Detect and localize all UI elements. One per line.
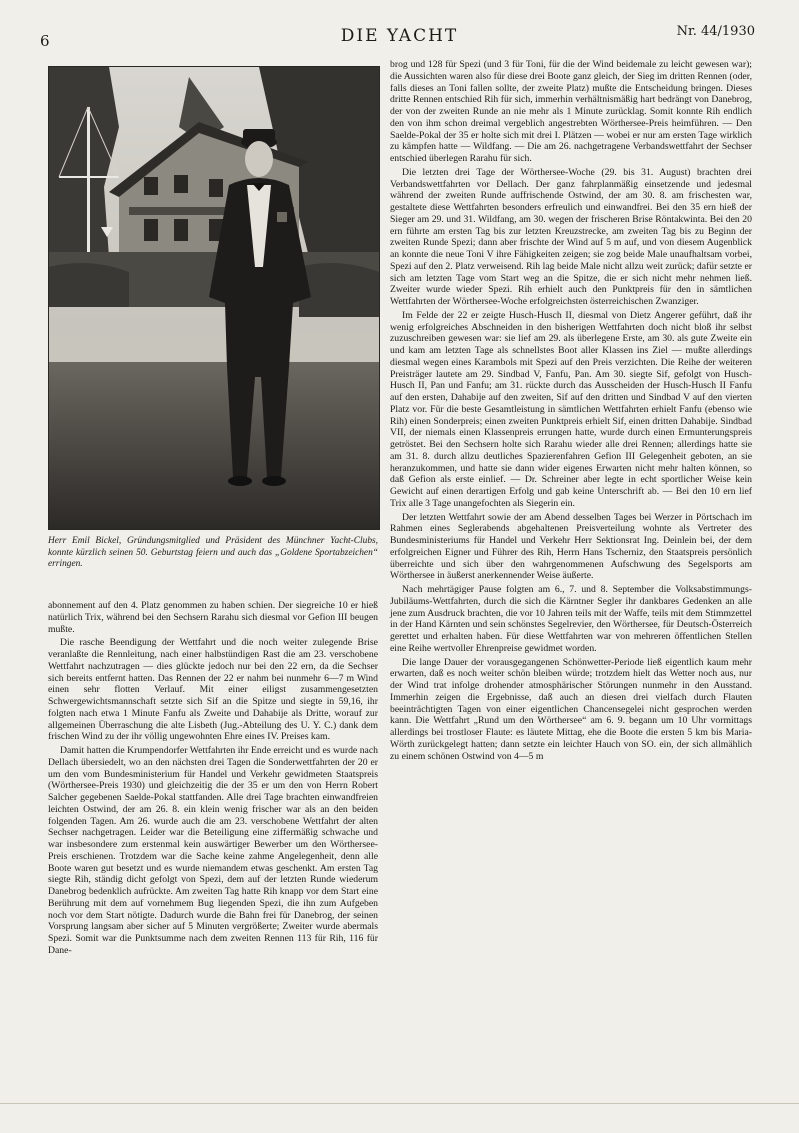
photo-caption: Herr Emil Bickel, Gründungsmitglied und Präsident des Münchner Yacht-Clubs, konnte kürzlich seinen 50. Geburtstag feiern und auch das „Goldene Sportabzeichen“ erringen. <box>48 536 378 569</box>
paragraph: Die letzten drei Tage der Wörthersee-Woche (29. bis 31. August) brachten drei Verbandswettfahrten vor Dellach. Der ganz fahrplanmäßig einsetzende und jedesmal während der zweiten Runde auffrischende Ostwind, der am 30. 8. am frischesten war, gestaltete diese Wettfahrten besonders erfreulich und einwandfrei. Bei den 35 ern hieß der Sieger am 29. und 31. Wildfang, am 30. wegen der frischeren Brise Röntakwinta. Bei den 20 ern führte am ersten Tag bis zur letzten Kreuzstrecke, am zweiten Tag bis zu Beginn der zweiten Runde Spezi; dann aber frischte der Wind auf 5 m auf, und von diesem Augenblick an konnte die neue Toni V ihre Fähigkeiten zeigen; sie zog beide Male unaufhaltsam vorbei, Spezi auf den 2. Platz verweisend. Rih lag beide Male nicht allzu weit zurück; dafür setzte er sich am letzten Tage vom Start weg an die Spitze, die er sich nicht mehr nehmen ließ. Zweiter wurde wieder Spezi. Rih erhielt auch den Punktpreis für den in sämtlichen Wettfahrten der Wörthersee-Woche erfolgreichsten österreichischen Zwanziger. <box>390 166 752 307</box>
paragraph: abonnement auf den 4. Platz genommen zu haben schien. Der siegreiche 10 er hieß natürlich Trix, während bei den Sechsern Rarahu sich diesmal vor Gefion III beugen mußte. <box>48 600 378 635</box>
paragraph: Nach mehrtägiger Pause folgten am 6., 7. und 8. September die Volksabstimmungs-Jubiläums-Wettfahrten, durch die sich die Kärntner Segler ihr dankbares Gedenken an alle jene zum Ausdruck brachten, die vor 10 Jahren teils mit der Waffe, teils mit dem Stimmzettel in der Hand Kärnten und sein schönstes Segelrevier, den Wörthersee, für Deutsch-Österreich gerettet und erhalten haben. Für diese Wettfahrten war von mehreren öffentlichen Stellen eine Reihe wertvoller Ehrenpreise gewidmet worden. <box>390 584 752 654</box>
paragraph: Im Felde der 22 er zeigte Husch-Husch II, diesmal von Dietz Angerer geführt, daß ihr wenig erfolgreiches Abschneiden in den bisherigen Wettfahrten doch nicht bloß ihr selbst zuzuschreiben gewesen war: sie lief am 29. als überlegene Erste, am 30. als gute Zweite ein und kam am letzten Tage als schnellstes Boot aller Klassen ins Ziel — mußte allerdings diesmal wegen eines Karambols mit Spezi auf den Preis verzichten. Die Reihe der weiteren Preisträger lautete am 29. Sindbad V, Fanfu, Pan. Am 30. siegte Sif, gefolgt von Husch-Husch II, Pan und Fanfu; am 31. rückte durch das Ausscheiden der Husch-Husch II Fanfu auf den ersten, Dahabije auf den zweiten, Sif auf den dritten und Sindbad V auf den vierten Platz vor. Für die beste Gesamtleistung in sämtlichen Wettfahrten erhielt Fanfu (ebenso wie Rih) einen Sonderpreis; einen zweiten Punktpreis erhielt Sif, einen dritten Dahabije. Sindbad VII, der niemals einen Klassenpreis errungen hatte, wurde durch einen Ermunterungspreis getröstet. Bei den Sechsern holte sich Rarahu wieder alle drei Rennen; allerdings hatte sie am 31. 8. durch allzu deutliches Spazierenfahren Gefion III Gelegenheit geboten, an sie heranzukommen, und hatte sie dann wider eigenes Erwarten nicht mehr halten können, so daß Gefion als erste einlief. — Dr. Schreiner aber legte in echt sportlicher Weise kein Gewicht auf einen derartigen Erfolg und gab keine Unterschrift ab. — Bei den 10 ern lief Trix alle 3 Tage unangefochten als Siegerin ein. <box>390 309 752 509</box>
paragraph: Die lange Dauer der vorausgegangenen Schönwetter-Periode ließ eigentlich kaum mehr erwarten, daß es noch weiter schön bleiben würde; trotzdem hielt das Wetter noch aus, nur der Wind trat infolge drohender atmosphärischer Störungen nunmehr in den Ausstand. Immerhin zeigen die Ergebnisse, daß auch an diesen drei vielfach durch Flauten beeinträchtigten Tagen von einer eigentlichen Chancensegelei nicht gesprochen werden kann. Die Wettfahrt „Rund um den Wörthersee“ am 6. 9. begann um 10 Uhr vormittags allerdings bei trostloser Flaute: es läutete Mittag, ehe die Boote die ersten 5 km bis Maria-Wörth zurückgelegt hatten; dann setzte ein leichter Hauch von SO. ein, der sich allmählich zu einem schönen Ostwind von 4—5 m <box>390 656 752 762</box>
page-number: 6 <box>40 32 50 50</box>
portrait-photo <box>48 66 380 530</box>
paragraph: brog und 128 für Spezi (und 3 für Toni, für die der Wind beidemale zu leicht gewesen war); die Aussichten waren also für diese drei Boote ganz gleich, der Sieg im dritten Rennen (oder, falls dieses an Toni fallen sollte, der zweite Platz) mußte die Entscheidung bringen. Dieses dritte Rennen entschied Rih für sich, immerhin verhältnismäßig hart bedrängt von Danebrog, der von der zweiten Runde an nie mehr als 1 Minute zurücklag. Somit konnte Rih endlich den von ihm schon dreimal vergeblich angestrebten Wörthersee-Preis heimführen. — Den Saelde-Pokal der 35 er holte sich mit drei I. Plätzen — wobei er nur am ersten Tage wirklich zu kämpfen hatte — Wildfang. — Die am 26. nachgetragene Verbandswettfahrt der Sechser entschied überlegen Rarahu für sich. <box>390 59 752 164</box>
issue-number: Nr. 44/1930 <box>676 24 755 39</box>
paragraph: Der letzten Wettfahrt sowie der am Abend desselben Tages bei Werzer in Pörtschach im Rahmen eines Seglerabends abgehaltenen Preisverteilung wohnte als Vertreter des Bundesministeriums für Handel und Verkehr Herr Sektionsrat Ing. Deinlein bei, der dem erfolgreichen Eigner und Führer des Rih, Herrn Hans Tscherniz, den Staatspreis persönlich überreichte und sich über den wahrgenommenen Aufschwung des Segelsports am Wörthersee in äußerst anerkennender Weise äußerte. <box>390 511 752 582</box>
portrait-illustration <box>49 67 379 529</box>
magazine-title: DIE YACHT <box>340 26 459 46</box>
paragraph: Damit hatten die Krumpendorfer Wettfahrten ihr Ende erreicht und es wurde nach Dellach übersiedelt, wo an den nächsten drei Tagen die Sonderwettfahrten der 20 er um den vom Bundesministerium für Handel und Verkehr gewidmeten Staatspreis (Wörthersee-Preis 1930) und gleichzeitig die der 35 er um den von Herrn Robert Salcher gegebenen Saelde-Pokal stattfanden. Alle drei Tage brachten einwandfreien leichten Ostwind, der am 26. 8. ein klein wenig frischer war als an den beiden folgenden Tagen. Am 26. wurde auch die am 23. verschobene Wettfahrt der alten Sechser nachgetragen. Leider war die Beteiligung eine ziffermäßig schwache und war insbesondere zum erstenmal kein auswärtiger Bewerber um den Wörthersee-Preis erschienen. Trotzdem war die Sache keine zahme Angelegenheit, denn alle Boote waren gut besetzt und es wurde niemandem etwas geschenkt. Am ersten Tag siegte Rih, ständig dicht gefolgt von Spezi, dem auf der letzten Runde wiederum Danebrog bedenklich aufrückte. Am zweiten Tag hatte Rih knapp vor dem Start eine Berührung mit dem auf vornehmem Bug liegenden Spezi, die ihn zum Aufgeben noch vor dem Start nötigte. Dadurch wurde die Bahn frei für Danebrog, der seinen Vorsprung langsam aber sicher auf 5 Minuten vergrößerte; Zweiter wurde abermals Spezi. Somit war die Punktsumme nach dem zweiten Rennen 113 für Rih, 116 für Dane- <box>48 745 378 956</box>
paragraph: Die rasche Beendigung der Wettfahrt und die noch weiter zulegende Brise veranlaßte die Rennleitung, nach einer halbstündigen Rast die am 23. verschobene Wettfahrt nachzutragen — dies glückte jedoch nur bei den 22 ern, da die Sechser sich bereits entfernt hatten. Das Rennen der 22 er nahm bei nunmehr 6—7 m Wind einen sehr flotten Verlauf. Mit einer eiligst zusammengesetzten Schwergewichtsmannschaft setzte sich Sif an die Spitze und siegte in 59,16, ihr folgten nach etwa 1 Minute Fanfu als Zweite und Dahabije als Dritte, worauf zur allgemeinen Überraschung die alte Lisbeth (Jug.-Abteilung des U. Y. C.) dank dem frischen Wind zu der ihr völlig ungewohnten Ehre eines IV. Preises kam. <box>48 637 378 743</box>
page-edge-line <box>0 1103 799 1104</box>
text-column-left <box>48 600 378 959</box>
text-column-right <box>390 59 752 764</box>
